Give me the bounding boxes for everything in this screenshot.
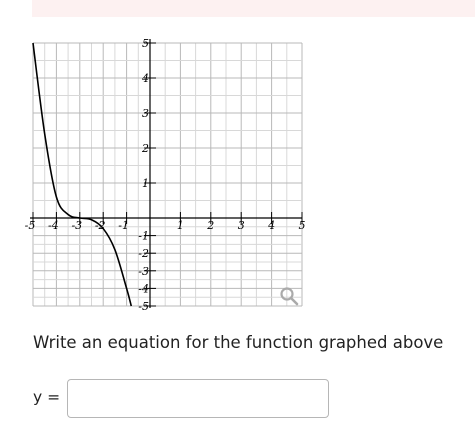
y-tick-label: -1 [138,229,149,243]
y-tick-label: 1 [142,177,149,190]
x-tick-label: -2 [94,219,106,232]
y-tick-label: 3 [142,107,149,120]
answer-input[interactable] [67,379,329,418]
x-tick-label: 5 [298,219,306,232]
x-tick-label: -4 [48,219,59,232]
x-tick-label: -5 [24,219,36,232]
y-tick-label: -3 [138,264,149,278]
grid-lines [33,43,302,306]
x-tick-label: 1 [176,219,184,232]
question-prompt: Write an equation for the function graphed above [33,333,444,352]
x-tick-label: 4 [268,219,276,232]
y-tick-label: 4 [142,72,149,85]
x-tick-label: -3 [71,219,83,232]
function-graph [0,35,320,315]
magnifier-icon[interactable] [279,285,301,307]
x-tick-label: 3 [237,219,245,232]
answer-label: y = [33,388,61,406]
x-tick-label: 2 [207,219,215,232]
axes [30,39,302,308]
x-tick-label: -1 [118,219,129,232]
y-tick-label: -5 [138,300,149,313]
curve-layer [33,43,131,306]
y-tick-label: 2 [142,142,149,155]
y-tick-label: 5 [142,37,149,50]
top-banner [32,0,475,17]
function-curve [33,43,131,306]
y-tick-label: -4 [138,282,149,296]
y-tick-label: -2 [138,247,149,261]
